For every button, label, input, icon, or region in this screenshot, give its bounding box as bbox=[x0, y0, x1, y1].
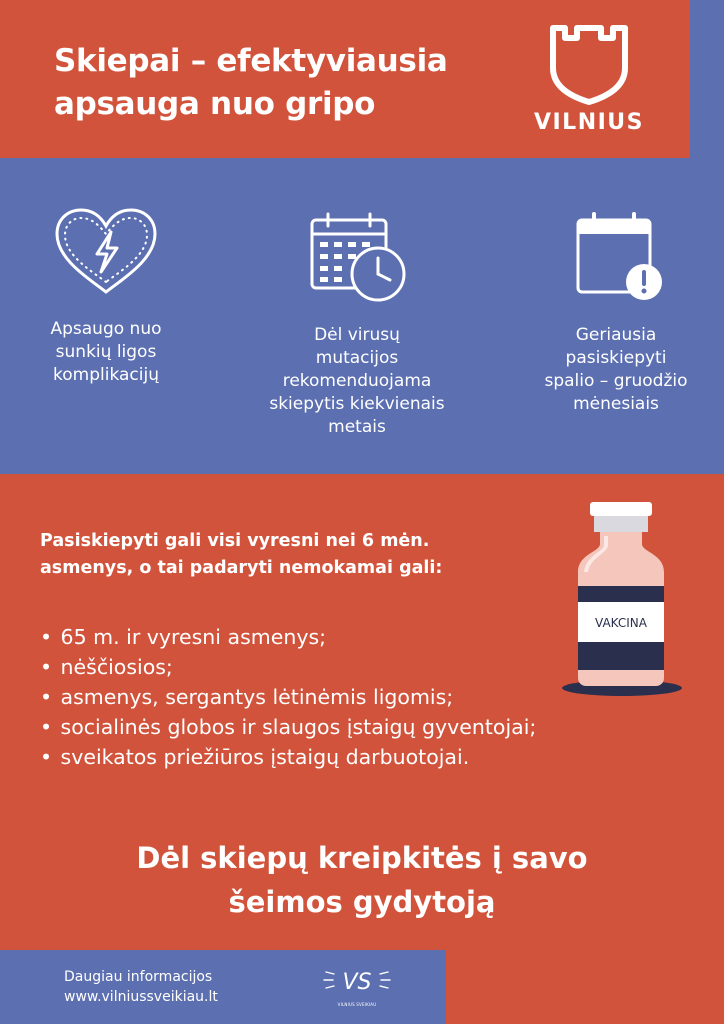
feature-text-line: sunkių ligos bbox=[55, 342, 157, 362]
feature-timing bbox=[528, 158, 704, 416]
footer-website-link[interactable]: www.vilniussveikiau.lt bbox=[64, 989, 218, 1005]
footer-info bbox=[64, 967, 218, 1007]
castle-tower-icon bbox=[547, 24, 631, 106]
bullet: • bbox=[40, 745, 53, 769]
feature-text-line: mėnesiais bbox=[573, 394, 659, 414]
vs-logo-mark: VS bbox=[342, 970, 372, 995]
feature-text-line: spalio – gruodžio bbox=[544, 371, 688, 391]
feature-timing-text bbox=[528, 324, 704, 416]
features-section bbox=[0, 158, 724, 474]
bullet: • bbox=[40, 715, 53, 739]
footer-info-label: Daugiau informacijos bbox=[64, 969, 213, 985]
list-item-text: asmenys, sergantys lėtinėmis ligomis; bbox=[60, 685, 454, 709]
vaccine-label: VAKCINA bbox=[595, 616, 647, 630]
feature-text-line: rekomenduojama bbox=[282, 371, 432, 391]
feature-text-line: komplikacijų bbox=[53, 365, 159, 385]
header bbox=[0, 0, 690, 158]
feature-protection bbox=[26, 158, 186, 387]
call-to-action bbox=[0, 836, 724, 924]
cta-line-2: šeimos gydytoją bbox=[228, 885, 496, 919]
calendar-clock-icon bbox=[302, 210, 412, 304]
list-item bbox=[40, 742, 700, 772]
vilnius-sveikiau-logo bbox=[322, 964, 392, 1007]
bullet: • bbox=[40, 685, 53, 709]
feature-text-line: skiepytis kiekvienais bbox=[269, 394, 445, 414]
list-item-text: 65 m. ir vyresni asmenys; bbox=[60, 625, 327, 649]
feature-text-line: mutacijos bbox=[315, 348, 399, 368]
feature-annual-text bbox=[246, 324, 468, 439]
feature-text-line: Apsaugo nuo bbox=[50, 319, 162, 339]
page-title-line-1: Skiepai – efektyviausia bbox=[54, 43, 448, 79]
feature-text-line: Dėl virusų bbox=[314, 325, 400, 345]
page-title-line-2: apsauga nuo gripo bbox=[54, 86, 376, 122]
eligibility-intro-line-1: Pasiskiepyti gali visi vyresni nei 6 mėn. bbox=[40, 531, 430, 551]
page-title bbox=[54, 40, 514, 126]
eligibility-intro-line-2: asmenys, o tai padaryti nemokamai gali: bbox=[40, 558, 443, 578]
vilnius-logo bbox=[514, 24, 664, 144]
footer bbox=[0, 950, 446, 1024]
list-item bbox=[40, 712, 700, 742]
list-item-text: socialinės globos ir slaugos įstaigų gyventojai; bbox=[60, 715, 537, 739]
feature-text-line: metais bbox=[328, 417, 386, 437]
feature-text-line: pasiskiepyti bbox=[565, 348, 667, 368]
vs-logo-caption: VILNIUS SVEIKIAU bbox=[337, 1002, 377, 1007]
feature-protection-text bbox=[26, 318, 186, 387]
cta-line-1: Dėl skiepų kreipkitės į savo bbox=[136, 841, 588, 875]
list-item-text: nėščiosios; bbox=[60, 655, 173, 679]
bullet: • bbox=[40, 655, 53, 679]
eligibility-intro bbox=[40, 528, 540, 582]
vaccine-bottle-icon bbox=[560, 502, 684, 698]
logo-text: VILNIUS bbox=[533, 110, 645, 135]
heart-lightning-icon bbox=[51, 206, 161, 296]
calendar-alert-icon bbox=[566, 210, 666, 302]
bullet: • bbox=[40, 625, 53, 649]
list-item-text: sveikatos priežiūros įstaigų darbuotojai. bbox=[60, 745, 470, 769]
feature-text-line: Geriausia bbox=[575, 325, 657, 345]
feature-annual bbox=[246, 158, 468, 439]
vs-logo-icon bbox=[322, 964, 392, 998]
